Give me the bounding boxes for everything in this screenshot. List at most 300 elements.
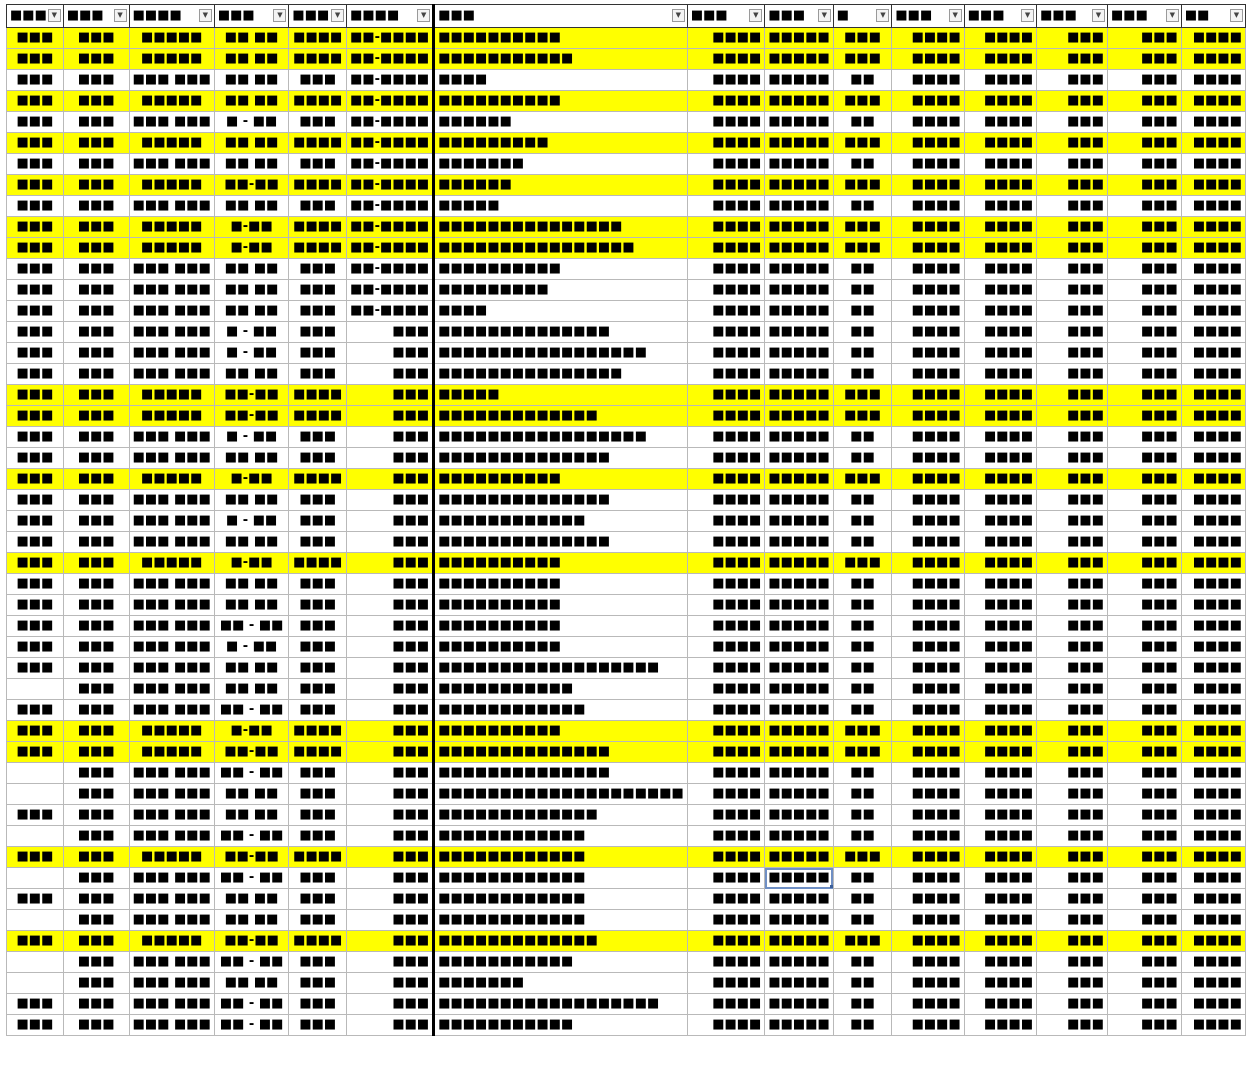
table-cell[interactable]	[7, 364, 64, 385]
table-cell[interactable]	[129, 343, 214, 364]
table-cell[interactable]	[833, 175, 892, 196]
table-cell[interactable]	[892, 175, 964, 196]
table-cell[interactable]	[892, 364, 964, 385]
table-cell[interactable]	[214, 112, 289, 133]
table-cell[interactable]	[765, 238, 833, 259]
filter-dropdown-icon[interactable]: ▼	[1021, 9, 1034, 22]
table-cell[interactable]	[687, 973, 765, 994]
table-cell[interactable]	[964, 112, 1036, 133]
table-cell[interactable]	[434, 910, 688, 931]
table-cell[interactable]	[434, 532, 688, 553]
table-cell[interactable]	[347, 532, 434, 553]
table-cell[interactable]	[7, 343, 64, 364]
table-cell[interactable]	[765, 490, 833, 511]
table-cell[interactable]	[1108, 70, 1182, 91]
table-cell[interactable]	[765, 994, 833, 1015]
table-cell[interactable]	[434, 154, 688, 175]
table-cell[interactable]	[63, 406, 129, 427]
table-cell[interactable]	[1037, 196, 1108, 217]
table-cell[interactable]	[347, 1015, 434, 1036]
table-cell[interactable]	[129, 280, 214, 301]
table-cell[interactable]	[214, 511, 289, 532]
table-cell[interactable]	[1108, 343, 1182, 364]
table-cell[interactable]	[892, 70, 964, 91]
table-cell[interactable]	[964, 868, 1036, 889]
table-cell[interactable]	[964, 217, 1036, 238]
table-cell[interactable]	[1037, 616, 1108, 637]
table-cell[interactable]	[7, 721, 64, 742]
table-cell[interactable]	[214, 973, 289, 994]
table-cell[interactable]	[1181, 112, 1245, 133]
table-cell[interactable]	[687, 406, 765, 427]
table-cell[interactable]	[63, 658, 129, 679]
table-cell[interactable]	[687, 280, 765, 301]
table-cell[interactable]	[892, 49, 964, 70]
table-cell[interactable]	[1108, 574, 1182, 595]
table-cell[interactable]	[129, 910, 214, 931]
table-cell[interactable]	[964, 238, 1036, 259]
table-cell[interactable]	[1037, 910, 1108, 931]
table-cell[interactable]	[434, 700, 688, 721]
table-cell[interactable]	[434, 217, 688, 238]
table-cell[interactable]	[347, 763, 434, 784]
table-cell[interactable]	[129, 973, 214, 994]
table-cell[interactable]	[1037, 406, 1108, 427]
table-cell[interactable]	[63, 574, 129, 595]
table-cell[interactable]	[289, 364, 347, 385]
table-cell[interactable]	[7, 406, 64, 427]
filter-dropdown-icon[interactable]: ▼	[818, 9, 831, 22]
table-cell[interactable]	[129, 238, 214, 259]
table-cell[interactable]	[765, 469, 833, 490]
table-cell[interactable]	[964, 994, 1036, 1015]
table-cell[interactable]	[434, 406, 688, 427]
table-cell[interactable]	[7, 217, 64, 238]
table-cell[interactable]	[892, 196, 964, 217]
table-cell[interactable]	[1108, 1015, 1182, 1036]
table-cell[interactable]	[1181, 91, 1245, 112]
table-cell[interactable]	[289, 658, 347, 679]
table-cell[interactable]	[347, 637, 434, 658]
table-cell[interactable]	[289, 847, 347, 868]
table-cell[interactable]	[7, 616, 64, 637]
table-cell[interactable]	[892, 238, 964, 259]
table-cell[interactable]	[63, 490, 129, 511]
table-cell[interactable]	[63, 301, 129, 322]
table-cell[interactable]	[765, 133, 833, 154]
table-cell[interactable]	[434, 385, 688, 406]
table-cell[interactable]	[964, 343, 1036, 364]
table-cell[interactable]	[7, 973, 64, 994]
table-cell[interactable]	[347, 574, 434, 595]
table-cell[interactable]	[1108, 847, 1182, 868]
table-cell[interactable]	[833, 805, 892, 826]
table-cell[interactable]	[1181, 70, 1245, 91]
table-cell[interactable]	[1108, 196, 1182, 217]
table-cell[interactable]	[1181, 721, 1245, 742]
table-cell[interactable]	[964, 490, 1036, 511]
table-cell[interactable]	[833, 763, 892, 784]
table-cell[interactable]	[214, 868, 289, 889]
table-cell[interactable]	[214, 931, 289, 952]
table-cell[interactable]	[833, 196, 892, 217]
table-cell[interactable]	[63, 154, 129, 175]
table-cell[interactable]	[1037, 595, 1108, 616]
table-cell[interactable]	[347, 805, 434, 826]
table-cell[interactable]	[687, 322, 765, 343]
table-cell[interactable]	[289, 532, 347, 553]
table-cell[interactable]	[63, 70, 129, 91]
table-cell[interactable]	[214, 238, 289, 259]
table-cell[interactable]	[892, 280, 964, 301]
table-cell[interactable]	[1108, 259, 1182, 280]
table-cell[interactable]	[63, 973, 129, 994]
table-cell[interactable]	[7, 511, 64, 532]
table-cell[interactable]	[1108, 595, 1182, 616]
column-header-12[interactable]	[964, 5, 1036, 28]
table-cell[interactable]	[289, 763, 347, 784]
table-cell[interactable]	[129, 679, 214, 700]
table-cell[interactable]	[1108, 406, 1182, 427]
table-cell[interactable]	[964, 616, 1036, 637]
column-header-1[interactable]	[7, 5, 64, 28]
table-cell[interactable]	[687, 553, 765, 574]
spreadsheet-grid[interactable]	[6, 4, 1246, 1036]
table-cell[interactable]	[214, 301, 289, 322]
table-cell[interactable]	[7, 637, 64, 658]
table-cell[interactable]	[833, 553, 892, 574]
table-cell[interactable]	[687, 301, 765, 322]
table-cell[interactable]	[434, 490, 688, 511]
table-cell[interactable]	[347, 112, 434, 133]
table-cell[interactable]	[214, 343, 289, 364]
table-cell[interactable]	[7, 784, 64, 805]
table-cell[interactable]	[214, 679, 289, 700]
table-cell[interactable]	[1181, 763, 1245, 784]
table-cell[interactable]	[964, 910, 1036, 931]
table-cell[interactable]	[833, 952, 892, 973]
table-cell[interactable]	[63, 637, 129, 658]
table-cell[interactable]	[7, 742, 64, 763]
table-cell[interactable]	[687, 49, 765, 70]
table-cell[interactable]	[347, 973, 434, 994]
table-cell[interactable]	[1037, 553, 1108, 574]
table-cell[interactable]	[129, 553, 214, 574]
table-cell[interactable]	[765, 154, 833, 175]
table-cell[interactable]	[434, 805, 688, 826]
table-cell[interactable]	[7, 868, 64, 889]
table-cell[interactable]	[214, 805, 289, 826]
table-cell[interactable]	[1037, 994, 1108, 1015]
table-cell[interactable]	[1181, 700, 1245, 721]
table-cell[interactable]	[7, 931, 64, 952]
table-cell[interactable]	[765, 91, 833, 112]
table-cell[interactable]	[1108, 616, 1182, 637]
table-cell[interactable]	[892, 742, 964, 763]
table-cell[interactable]	[1181, 553, 1245, 574]
table-cell[interactable]	[892, 931, 964, 952]
table-cell[interactable]	[1108, 994, 1182, 1015]
table-cell[interactable]	[434, 196, 688, 217]
table-cell[interactable]	[434, 1015, 688, 1036]
table-cell[interactable]	[892, 259, 964, 280]
table-cell[interactable]	[892, 889, 964, 910]
table-cell[interactable]	[687, 574, 765, 595]
table-cell[interactable]	[434, 679, 688, 700]
table-cell[interactable]	[289, 301, 347, 322]
table-cell[interactable]	[63, 742, 129, 763]
table-cell[interactable]	[129, 952, 214, 973]
table-cell[interactable]	[833, 700, 892, 721]
table-cell[interactable]	[892, 469, 964, 490]
table-cell[interactable]	[687, 217, 765, 238]
table-cell[interactable]	[63, 889, 129, 910]
table-cell[interactable]	[1181, 868, 1245, 889]
table-cell[interactable]	[892, 511, 964, 532]
table-cell[interactable]	[434, 175, 688, 196]
table-cell[interactable]	[892, 574, 964, 595]
table-cell[interactable]	[833, 28, 892, 49]
table-cell[interactable]	[964, 700, 1036, 721]
table-cell[interactable]	[7, 847, 64, 868]
table-cell[interactable]	[687, 721, 765, 742]
table-cell[interactable]	[687, 595, 765, 616]
table-cell[interactable]	[1108, 112, 1182, 133]
table-cell[interactable]	[964, 406, 1036, 427]
table-cell[interactable]	[289, 49, 347, 70]
table-cell[interactable]	[892, 217, 964, 238]
table-cell[interactable]	[347, 847, 434, 868]
table-cell[interactable]	[1108, 448, 1182, 469]
table-cell[interactable]	[833, 616, 892, 637]
table-cell[interactable]	[892, 847, 964, 868]
table-cell[interactable]	[1181, 784, 1245, 805]
table-cell[interactable]	[63, 994, 129, 1015]
table-cell[interactable]	[833, 343, 892, 364]
table-cell[interactable]	[63, 910, 129, 931]
table-cell[interactable]	[129, 931, 214, 952]
table-cell[interactable]	[1037, 154, 1108, 175]
table-cell[interactable]	[765, 217, 833, 238]
table-cell[interactable]	[289, 700, 347, 721]
table-cell[interactable]	[347, 553, 434, 574]
table-cell[interactable]	[964, 28, 1036, 49]
table-cell[interactable]	[7, 91, 64, 112]
table-cell[interactable]	[347, 889, 434, 910]
table-cell[interactable]	[833, 511, 892, 532]
table-cell[interactable]	[1108, 280, 1182, 301]
table-cell[interactable]	[1108, 154, 1182, 175]
table-cell[interactable]	[214, 826, 289, 847]
table-cell[interactable]	[765, 595, 833, 616]
table-cell[interactable]	[687, 1015, 765, 1036]
table-cell[interactable]	[1181, 133, 1245, 154]
table-cell[interactable]	[434, 427, 688, 448]
table-cell[interactable]	[63, 49, 129, 70]
table-cell[interactable]	[7, 658, 64, 679]
table-cell[interactable]	[289, 826, 347, 847]
table-cell[interactable]	[289, 154, 347, 175]
table-cell[interactable]	[289, 427, 347, 448]
table-cell[interactable]	[129, 133, 214, 154]
table-cell[interactable]	[892, 826, 964, 847]
table-cell[interactable]	[347, 952, 434, 973]
table-cell[interactable]	[347, 385, 434, 406]
table-cell[interactable]	[129, 595, 214, 616]
table-cell[interactable]	[1037, 742, 1108, 763]
table-cell[interactable]	[1037, 511, 1108, 532]
table-cell[interactable]	[833, 448, 892, 469]
table-cell[interactable]	[1037, 322, 1108, 343]
table-cell[interactable]	[765, 343, 833, 364]
table-cell[interactable]	[7, 448, 64, 469]
table-cell[interactable]	[7, 280, 64, 301]
table-cell[interactable]	[964, 133, 1036, 154]
table-cell[interactable]	[1037, 448, 1108, 469]
table-cell[interactable]	[1037, 700, 1108, 721]
table-cell[interactable]	[289, 868, 347, 889]
table-cell[interactable]	[289, 511, 347, 532]
table-cell[interactable]	[1181, 343, 1245, 364]
table-cell[interactable]	[964, 721, 1036, 742]
table-cell[interactable]	[1181, 511, 1245, 532]
table-cell[interactable]	[964, 301, 1036, 322]
table-cell[interactable]	[1037, 868, 1108, 889]
table-cell[interactable]	[129, 301, 214, 322]
table-cell[interactable]	[1037, 112, 1108, 133]
table-cell[interactable]	[765, 112, 833, 133]
table-cell[interactable]	[289, 322, 347, 343]
table-cell[interactable]	[129, 91, 214, 112]
table-cell[interactable]	[833, 784, 892, 805]
table-cell[interactable]	[63, 805, 129, 826]
table-cell[interactable]	[1037, 637, 1108, 658]
table-cell[interactable]	[347, 931, 434, 952]
table-cell[interactable]	[1108, 427, 1182, 448]
table-cell[interactable]	[7, 70, 64, 91]
table-cell[interactable]	[289, 217, 347, 238]
table-cell[interactable]	[964, 322, 1036, 343]
table-cell[interactable]	[434, 343, 688, 364]
table-cell[interactable]	[289, 133, 347, 154]
table-cell[interactable]	[1037, 28, 1108, 49]
table-cell[interactable]	[1037, 763, 1108, 784]
table-cell[interactable]	[347, 595, 434, 616]
table-cell[interactable]	[765, 847, 833, 868]
table-cell[interactable]	[833, 112, 892, 133]
table-cell[interactable]	[687, 70, 765, 91]
table-cell[interactable]	[1108, 133, 1182, 154]
table-cell[interactable]	[289, 490, 347, 511]
table-cell[interactable]	[129, 637, 214, 658]
table-cell[interactable]	[289, 679, 347, 700]
table-cell[interactable]	[434, 448, 688, 469]
table-cell[interactable]	[1181, 742, 1245, 763]
table-cell[interactable]	[63, 448, 129, 469]
table-cell[interactable]	[1037, 133, 1108, 154]
table-cell[interactable]	[347, 364, 434, 385]
table-cell[interactable]	[1181, 469, 1245, 490]
table-cell[interactable]	[1037, 574, 1108, 595]
table-cell[interactable]	[63, 175, 129, 196]
table-cell[interactable]	[1108, 931, 1182, 952]
table-cell[interactable]	[687, 196, 765, 217]
table-cell[interactable]	[129, 616, 214, 637]
table-cell[interactable]	[214, 259, 289, 280]
table-cell[interactable]	[687, 784, 765, 805]
column-header-13[interactable]	[1037, 5, 1108, 28]
table-cell[interactable]	[687, 490, 765, 511]
table-cell[interactable]	[892, 784, 964, 805]
table-cell[interactable]	[892, 973, 964, 994]
table-cell[interactable]	[63, 679, 129, 700]
table-cell[interactable]	[434, 49, 688, 70]
table-cell[interactable]	[1037, 301, 1108, 322]
table-cell[interactable]	[434, 322, 688, 343]
table-cell[interactable]	[964, 1015, 1036, 1036]
table-cell[interactable]	[1108, 637, 1182, 658]
table-cell[interactable]	[347, 742, 434, 763]
table-cell[interactable]	[347, 700, 434, 721]
table-cell[interactable]	[1181, 406, 1245, 427]
table-cell[interactable]	[289, 784, 347, 805]
table-cell[interactable]	[833, 406, 892, 427]
table-cell[interactable]	[214, 763, 289, 784]
table-cell[interactable]	[434, 889, 688, 910]
table-cell[interactable]	[687, 700, 765, 721]
table-cell[interactable]	[289, 196, 347, 217]
table-cell[interactable]	[1037, 217, 1108, 238]
table-cell[interactable]	[7, 889, 64, 910]
filter-dropdown-icon[interactable]: ▼	[876, 9, 889, 22]
table-cell[interactable]	[63, 469, 129, 490]
table-cell[interactable]	[833, 868, 892, 889]
table-cell[interactable]	[7, 595, 64, 616]
table-cell[interactable]	[63, 553, 129, 574]
table-cell[interactable]	[129, 889, 214, 910]
table-cell[interactable]	[1108, 889, 1182, 910]
table-cell[interactable]	[7, 238, 64, 259]
table-cell[interactable]	[1181, 973, 1245, 994]
table-cell[interactable]	[687, 532, 765, 553]
table-cell[interactable]	[1181, 595, 1245, 616]
table-cell[interactable]	[833, 910, 892, 931]
table-cell[interactable]	[892, 112, 964, 133]
table-cell[interactable]	[129, 469, 214, 490]
table-cell[interactable]	[1108, 217, 1182, 238]
table-cell[interactable]	[63, 763, 129, 784]
table-cell[interactable]	[1181, 301, 1245, 322]
table-cell[interactable]	[892, 700, 964, 721]
table-cell[interactable]	[687, 952, 765, 973]
table-cell[interactable]	[964, 259, 1036, 280]
table-cell[interactable]	[892, 448, 964, 469]
table-cell[interactable]	[434, 931, 688, 952]
table-cell[interactable]	[1108, 532, 1182, 553]
table-cell[interactable]	[765, 658, 833, 679]
table-cell[interactable]	[63, 826, 129, 847]
table-cell[interactable]	[7, 112, 64, 133]
table-cell[interactable]	[214, 364, 289, 385]
table-cell[interactable]	[289, 406, 347, 427]
table-cell[interactable]	[7, 175, 64, 196]
table-cell[interactable]	[1181, 910, 1245, 931]
table-cell[interactable]	[434, 511, 688, 532]
table-cell[interactable]	[214, 49, 289, 70]
table-cell[interactable]	[1181, 427, 1245, 448]
table-cell[interactable]	[964, 931, 1036, 952]
table-cell[interactable]	[833, 595, 892, 616]
